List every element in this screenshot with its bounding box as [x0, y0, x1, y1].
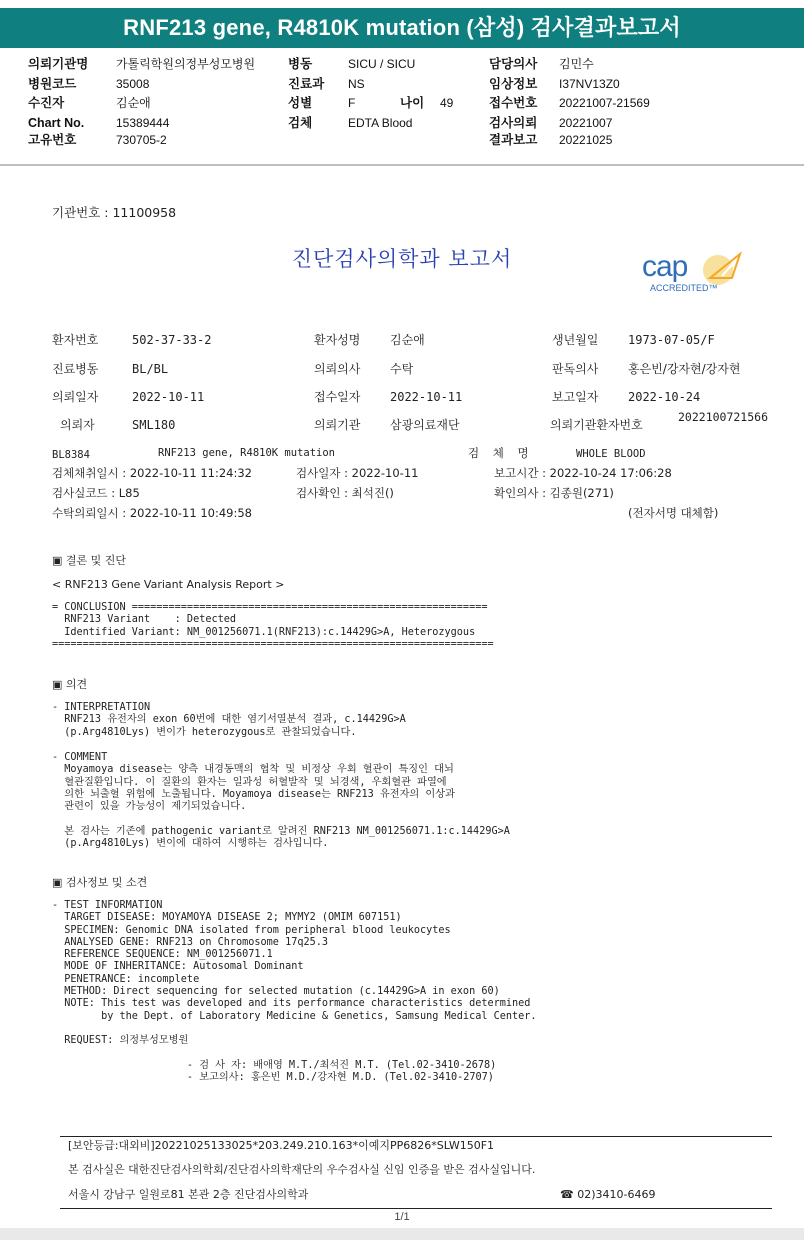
patient-label-req-physician: 의뢰의사: [314, 362, 361, 376]
hdr-label-institution: 의뢰기관명: [28, 57, 89, 71]
report-subtitle: < RNF213 Gene Variant Analysis Report >: [52, 578, 285, 591]
hdr-label-request-date: 검사의뢰: [489, 116, 538, 130]
hdr-value-specimen: EDTA Blood: [348, 116, 413, 130]
hdr-value-institution: 가톨릭학원의정부성모병원: [116, 57, 256, 71]
hdr-value-report-date: 20221025: [559, 133, 613, 147]
security-stamp: [보안등급:대외비]20221025133025*203.249.210.163*이예지PP6826*SLW150F1: [68, 1139, 495, 1152]
test-code: BL8384: [52, 449, 90, 461]
hdr-value-unique-no: 730705-2: [116, 133, 167, 147]
test-name: RNF213 gene, R4810K mutation: [158, 447, 336, 459]
consignment-datetime: 수탁의뢰일시 : 2022-10-11 10:49:58: [52, 506, 252, 520]
e-signature-note: (전자서명 대체함): [628, 506, 719, 520]
hdr-label-sex: 성별: [288, 96, 313, 110]
collection-datetime: 검체채취일시 : 2022-10-11 11:24:32: [52, 466, 252, 480]
patient-value-name: 김순애: [390, 333, 425, 347]
cap-logo-subtext: ACCREDITED™: [650, 283, 718, 293]
patient-value-number: 502-37-33-2: [132, 333, 212, 347]
lab-code: 검사실코드 : L85: [52, 486, 140, 500]
footer-divider: [60, 1136, 772, 1137]
hdr-label-ward: 병동: [288, 57, 313, 71]
section-opinion-heading: ▣ 의견: [52, 678, 88, 691]
certification-note: 본 검사실은 대한진단검사의학회/진단검사의학재단의 우수검사실 신임 인증을 받은 검사실입니다.: [68, 1163, 536, 1176]
lab-address: 서울시 강남구 일원로81 본관 2층 진단검사의학과: [68, 1188, 309, 1201]
hdr-value-chart-no: 15389444: [116, 116, 170, 130]
institution-number: 기관번호 : 11100958: [52, 205, 177, 220]
patient-label-number: 환자번호: [52, 333, 99, 347]
comment-block: - COMMENT Moyamoya disease는 양측 내경동맥의 협착 및 비정상 우회 혈관이 특징인 대뇌 혈관질환입니다. 이 질환의 환자는 일과성 허혈발작 및 뇌경색, 우회혈관 파열에 의한 뇌출혈 위험에 노출됩니다. Moyamoya disease는 RNF213 유전자의 이상과 관련이 있을 가능성이 제기되었습니다. 본 검사는 기존에 pathogenic variant로 알려진 RNF213 NM_001256071.1:c.14429G>A (p.Arg4810Lys) 변이에 대하여 시행하는 검사입니다.: [52, 752, 510, 850]
patient-label-receipt-date: 접수일자: [314, 390, 361, 404]
test-verifier: 검사확인 : 최석진(): [296, 486, 394, 500]
patient-value-receipt-date: 2022-10-11: [390, 390, 463, 404]
hdr-value-receipt-no: 20221007-21569: [559, 96, 650, 110]
patient-value-report-date: 2022-10-24: [628, 390, 701, 404]
report-time: 보고시간 : 2022-10-24 17:06:28: [494, 466, 672, 480]
conclusion-block: = CONCLUSION ========================================================== RNF213 Variant : Detected Identified Variant: NM_001256071.1(RNF213):c.14429G>A, Heterozygous ========================================================================: [52, 602, 494, 650]
patient-label-req-institution: 의뢰기관: [314, 418, 361, 432]
page-bottom-bar: [0, 1228, 804, 1240]
test-date: 검사일자 : 2022-10-11: [296, 466, 419, 480]
hdr-label-age: 나이: [400, 96, 425, 110]
patient-label-ward: 진료병동: [52, 362, 99, 376]
patient-value-req-institution: 삼광의료재단: [390, 418, 460, 432]
patient-label-requester: 의뢰자: [60, 418, 95, 432]
patient-value-req-physician: 수탁: [390, 362, 414, 376]
header-divider: [0, 164, 804, 166]
patient-label-reading-physician: 판독의사: [552, 362, 599, 376]
hdr-label-specimen: 검체: [288, 116, 313, 130]
patient-value-inst-patient-no: 2022100721566: [678, 410, 769, 424]
patient-label-name: 환자성명: [314, 333, 361, 347]
hdr-value-patient: 김순애: [116, 96, 151, 110]
patient-value-request-date: 2022-10-11: [132, 390, 205, 404]
hdr-label-department: 진료과: [288, 77, 325, 91]
patient-value-reading-physician: 홍은빈/강자현/강자현: [628, 362, 741, 376]
page-number: 1/1: [394, 1211, 410, 1223]
specimen-label: 검 체 명: [468, 446, 534, 460]
patient-label-report-date: 보고일자: [552, 390, 599, 404]
hdr-value-department: NS: [348, 77, 365, 91]
hdr-label-hospital-code: 병원코드: [28, 77, 77, 91]
cap-accredited-logo: [640, 248, 750, 296]
hdr-label-physician: 담당의사: [489, 57, 538, 71]
hdr-value-clinical-info: I37NV13Z0: [559, 77, 620, 91]
report-title-bar: RNF213 gene, R4810K mutation (삼성) 검사결과보고서: [0, 8, 804, 48]
test-information-block: - TEST INFORMATION TARGET DISEASE: MOYAMOYA DISEASE 2; MYMY2 (OMIM 607151) SPECIMEN: Genomic DNA isolated from peripheral blood leukocytes ANALYSED GENE: RNF213 on Chromosome 17q25.3 REFERENCE SEQUENCE: NM_001256071.1 MODE OF INHERITANCE: Autosomal Dominant PENETRANCE: incomplete METHOD: Direct sequencing for selected mutation (c.14429G>A in exon 60) NOTE: This test was developed and its performance characteristics determined by the Dept. of Laboratory Medicine & Genetics, Samsung Medical Center. REQUEST: 의정부성모병원 - 검 사 자: 배애영 M.T./최석진 M.T. (Tel.02-3410-2678) - 보고의사: 홍은빈 M.D./강자현 M.D. (Tel.02-3410-2707): [52, 900, 537, 1084]
hdr-label-patient: 수진자: [28, 96, 65, 110]
section-conclusion-heading: ▣ 결론 및 진단: [52, 554, 127, 567]
hdr-value-sex: F: [348, 96, 356, 110]
hdr-label-report-date: 결과보고: [489, 133, 538, 147]
patient-label-request-date: 의뢰일자: [52, 390, 99, 404]
section-testinfo-heading: ▣ 검사정보 및 소견: [52, 876, 148, 889]
patient-value-birthdate: 1973-07-05/F: [628, 333, 715, 347]
patient-value-requester: SML180: [132, 418, 176, 432]
hdr-value-ward: SICU / SICU: [348, 57, 416, 71]
hdr-label-receipt-no: 접수번호: [489, 96, 538, 110]
patient-label-birthdate: 생년월일: [552, 333, 599, 347]
hdr-label-unique-no: 고유번호: [28, 133, 77, 147]
lab-phone: ☎ 02)3410-6469: [560, 1188, 656, 1201]
hdr-value-hospital-code: 35008: [116, 77, 150, 91]
hdr-value-physician: 김민수: [559, 57, 594, 71]
report-heading: 진단검사의학과 보고서: [291, 247, 513, 271]
hdr-value-age: 49: [440, 96, 454, 110]
hdr-label-clinical-info: 임상정보: [489, 77, 538, 91]
hdr-label-chart-no: Chart No.: [28, 116, 85, 130]
specimen-value: WHOLE BLOOD: [576, 448, 646, 460]
footer-bottom-divider: [60, 1208, 772, 1209]
confirming-physician: 확인의사 : 김종원(271): [494, 486, 614, 500]
patient-value-ward: BL/BL: [132, 362, 169, 376]
interpretation-block: - INTERPRETATION RNF213 유전자의 exon 60번에 대한 염기서열분석 결과, c.14429G>A (p.Arg4810Lys) 변이가 heterozygous로 관찰되었습니다.: [52, 702, 406, 738]
patient-label-inst-patient-no: 의뢰기관환자번호: [550, 418, 643, 432]
cap-logo-text: cap: [642, 250, 688, 283]
hdr-value-request-date: 20221007: [559, 116, 613, 130]
